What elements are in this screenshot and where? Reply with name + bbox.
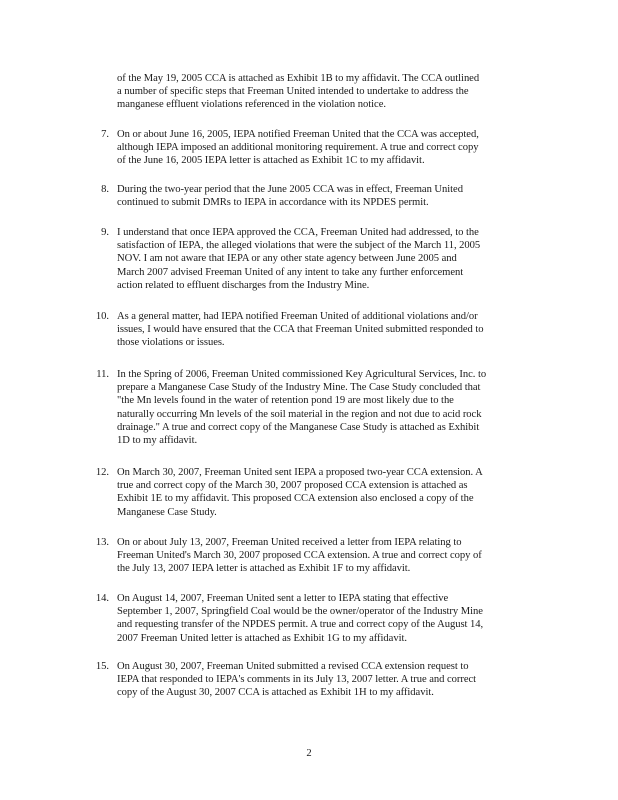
paragraph-10 <box>95 310 545 350</box>
paragraph-line: and requesting transfer of the NPDES permit. A true and correct copy of the August 14, <box>117 619 484 631</box>
paragraph-line: manganese effluent violations referenced in the violation notice. <box>117 99 386 111</box>
paragraph-line: On August 30, 2007, Freeman United submitted a revised CCA extension request to <box>117 661 469 672</box>
paragraph-number: 9. <box>101 227 109 238</box>
paragraph-15 <box>95 660 545 700</box>
paragraph-11 <box>96 368 545 447</box>
paragraph-line: continued to submit DMRs to IEPA in accordance with its NPDES permit. <box>117 197 429 209</box>
paragraph-number: 7. <box>101 129 109 140</box>
paragraph-line: of the June 16, 2005 IEPA letter is attached as Exhibit 1C to my affidavit. <box>117 155 425 167</box>
paragraph-line: naturally occurring Mn levels of the soil material in the region and not due to acid rock <box>117 408 482 420</box>
paragraph-number: 13. <box>95 537 109 548</box>
paragraph-line: drainage." A true and correct copy of the Manganese Case Study is attached as Exhibit <box>117 421 480 433</box>
paragraph-line: those violations or issues. <box>117 337 225 349</box>
paragraph-line: action related to effluent discharges from the Industry Mine. <box>117 279 370 291</box>
paragraph-number: 12. <box>95 467 109 478</box>
paragraph-line: of the May 19, 2005 CCA is attached as Exhibit 1B to my affidavit. The CCA outlined <box>117 73 480 84</box>
paragraph-7 <box>101 128 545 168</box>
page-number: 2 <box>306 748 312 759</box>
paragraph-line: although IEPA imposed an additional monitoring requirement. A true and correct copy <box>117 142 479 154</box>
paragraph-line: issues, I would have ensured that the CCA that Freeman United submitted responded to <box>117 324 484 336</box>
paragraph-8 <box>101 183 545 209</box>
paragraph-number: 15. <box>95 661 109 672</box>
paragraph-line: satisfaction of IEPA, the alleged violations that were the subject of the March 11, 2005 <box>117 240 481 252</box>
paragraph-line: NOV. I am not aware that IEPA or any other state agency between June 2005 and <box>117 253 457 265</box>
paragraph-14 <box>95 592 545 645</box>
paragraph-line: prepare a Manganese Case Study of the Industry Mine. The Case Study concluded that <box>117 382 481 394</box>
paragraph-line: On or about June 16, 2005, IEPA notified Freeman United that the CCA was accepted, <box>117 129 479 140</box>
paragraph-line: During the two-year period that the June 2005 CCA was in effect, Freeman United <box>117 184 463 195</box>
paragraph-line: Freeman United's March 30, 2007 proposed CCA extension. A true and correct copy of <box>117 550 482 562</box>
paragraph-number: 11. <box>96 369 109 380</box>
paragraph-9 <box>101 226 545 292</box>
paragraph-line: September 1, 2007, Springfield Coal would be the owner/operator of the Industry Mine <box>117 606 483 618</box>
paragraph-line: Manganese Case Study. <box>117 506 217 518</box>
paragraph-line: On or about July 13, 2007, Freeman United received a letter from IEPA relating to <box>117 537 462 548</box>
paragraph-line: "the Mn levels found in the water of retention pond 19 are most likely due to the <box>117 395 454 407</box>
paragraph-number: 10. <box>95 311 109 322</box>
paragraph-line: On August 14, 2007, Freeman United sent a letter to IEPA stating that effective <box>117 593 449 604</box>
paragraph-13 <box>95 536 545 576</box>
paragraph-line: 1D to my affidavit. <box>117 435 198 447</box>
paragraph-line: 2007 Freeman United letter is attached as Exhibit 1G to my affidavit. <box>117 632 407 644</box>
paragraph-number: 14. <box>95 593 109 604</box>
paragraph-12 <box>95 466 545 519</box>
paragraph-6-continuation <box>117 72 545 112</box>
paragraph-line: copy of the August 30, 2007 CCA is attached as Exhibit 1H to my affidavit. <box>117 687 434 699</box>
paragraph-line: March 2007 advised Freeman United of any intent to take any further enforcement <box>117 266 464 278</box>
paragraph-line: On March 30, 2007, Freeman United sent IEPA a proposed two-year CCA extension. A <box>117 467 483 478</box>
paragraph-line: IEPA that responded to IEPA's comments in its July 13, 2007 letter. A true and correct <box>117 674 477 686</box>
paragraph-line: I understand that once IEPA approved the CCA, Freeman United had addressed, to the <box>117 227 479 238</box>
paragraph-line: true and correct copy of the March 30, 2007 proposed CCA extension is attached as <box>117 480 468 492</box>
paragraph-line: the July 13, 2007 IEPA letter is attached as Exhibit 1F to my affidavit. <box>117 563 411 575</box>
paragraph-line: As a general matter, had IEPA notified Freeman United of additional violations and/or <box>117 311 478 322</box>
paragraph-line: Exhibit 1E to my affidavit. This proposed CCA extension also enclosed a copy of the <box>117 493 474 505</box>
paragraph-number: 8. <box>101 184 109 195</box>
paragraph-line: a number of specific steps that Freeman United intended to undertake to address the <box>117 86 469 98</box>
paragraph-line: In the Spring of 2006, Freeman United commissioned Key Agricultural Services, Inc. to <box>117 369 487 380</box>
